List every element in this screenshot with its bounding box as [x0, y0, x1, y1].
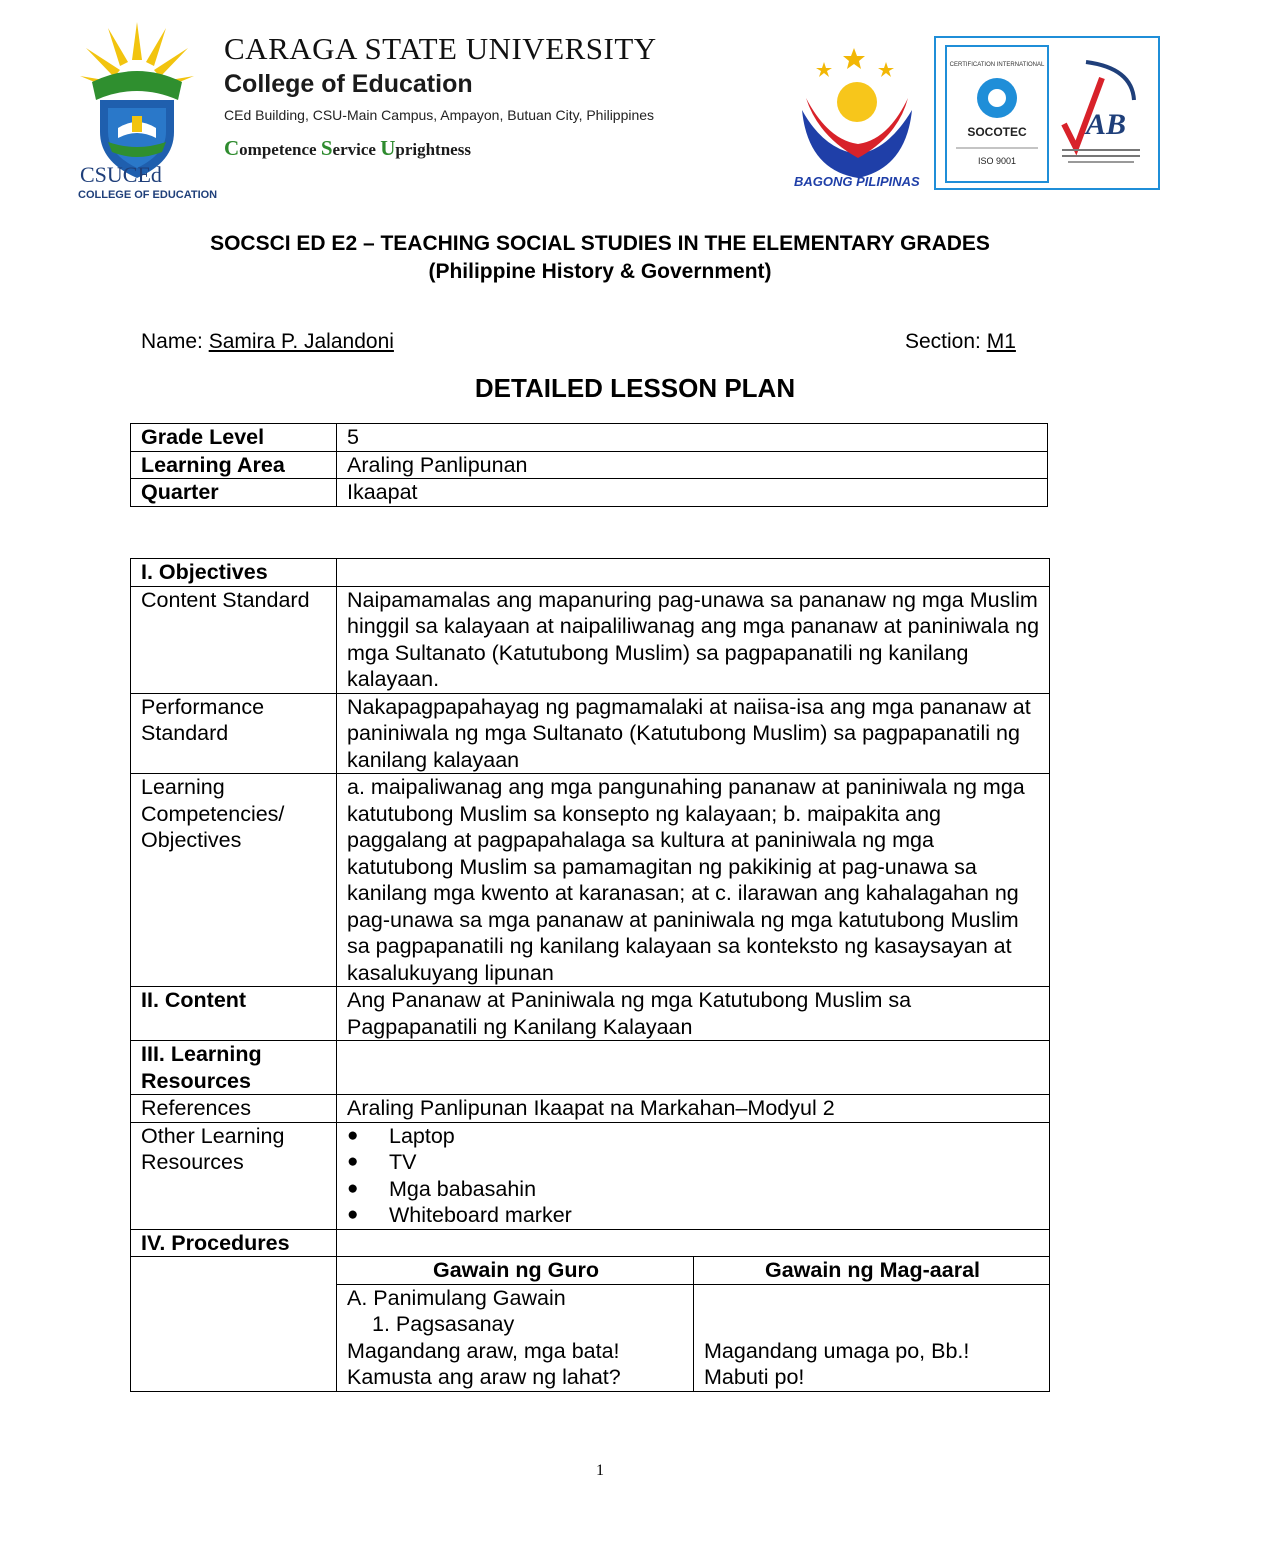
- motto-uprightness: prightness: [395, 140, 471, 159]
- table-row: [131, 559, 1050, 587]
- student-name-line: [141, 330, 394, 354]
- motto-competence: ompetence: [239, 140, 321, 159]
- motto-s: S: [320, 136, 333, 160]
- competencies-label: Learning Competencies/ Objectives: [131, 774, 337, 987]
- procedures-blank-cell: [131, 1257, 337, 1392]
- list-item: ● Laptop: [347, 1123, 1041, 1150]
- step-a-label: A. Panimulang Gawain: [347, 1285, 566, 1310]
- college-address: CEd Building, CSU-Main Campus, Ampayon, Butuan City, Philippines: [224, 107, 655, 123]
- table-row: [131, 1041, 1050, 1095]
- socotec-text: SOCOTEC: [967, 125, 1027, 139]
- table-row: [131, 1095, 1050, 1123]
- csu-ced-logo: [78, 20, 218, 202]
- motto-u: U: [380, 136, 396, 160]
- table-row: [131, 479, 1048, 507]
- course-title-line2: (Philippine History & Government): [428, 260, 772, 283]
- learning-area-value: Araling Panlipunan: [337, 451, 1048, 479]
- procedures-empty-cell: [337, 1229, 1050, 1257]
- references-text: Araling Panlipunan Ikaapat na Markahan–Modyul 2: [337, 1095, 1050, 1123]
- lesson-info-table: [130, 423, 1048, 507]
- content-standard-label: Content Standard: [131, 586, 337, 693]
- college-motto: [224, 136, 744, 161]
- list-item: ● TV: [347, 1149, 1041, 1176]
- college-name: College of Education: [224, 70, 473, 98]
- performance-standard-label: Performance Standard: [131, 693, 337, 774]
- student-name: Samira P. Jalandoni: [208, 330, 394, 353]
- table-row: [131, 1229, 1050, 1257]
- other-resources-cell: [337, 1122, 1050, 1229]
- teacher-column-header: Gawain ng Guro: [337, 1257, 694, 1285]
- learning-resources-heading: III. Learning Resources: [131, 1041, 337, 1095]
- other-resources-label: Other Learning Resources: [131, 1122, 337, 1229]
- section-line: [905, 330, 1016, 354]
- student-activity-cell: [694, 1284, 1050, 1391]
- table-row: [131, 451, 1048, 479]
- table-row: [131, 424, 1048, 452]
- objectives-heading: I. Objectives: [131, 559, 337, 587]
- csu-logo-text: CSUCEd: [80, 162, 162, 187]
- list-item: ● Whiteboard marker: [347, 1202, 1041, 1229]
- other-resources-list: [347, 1123, 1041, 1229]
- student-spacer: [704, 1285, 1041, 1338]
- performance-standard-text: Nakapagpapahayag ng pagmamalaki at naiisa-isa ang mga pananaw at paniniwala ng mga Sultanato (Katutubong Muslim) sa pagpapanatili ng kanilang kalayaan: [337, 693, 1050, 774]
- bagong-pilipinas-logo: [788, 40, 926, 190]
- teacher-question: Kamusta ang araw ng lahat?: [347, 1365, 621, 1389]
- table-row: [131, 774, 1050, 987]
- university-name: CARAGA STATE UNIVERSITY: [224, 31, 657, 66]
- iso-certification-logo: [934, 36, 1160, 190]
- bagong-pilipinas-text: BAGONG PILIPINAS: [794, 174, 920, 189]
- grade-level-value: 5: [337, 424, 1048, 452]
- section-label: Section:: [905, 330, 987, 353]
- quarter-label: Quarter: [131, 479, 337, 507]
- plan-title: DETAILED LESSON PLAN: [474, 373, 796, 403]
- motto-service: ervice: [332, 140, 381, 159]
- section-value: M1: [986, 330, 1016, 353]
- grade-level-label: Grade Level: [131, 424, 337, 452]
- teacher-greeting: Magandang araw, mga bata!: [347, 1338, 620, 1363]
- motto-c: C: [224, 136, 240, 160]
- learning-area-label: Learning Area: [131, 451, 337, 479]
- competencies-text: a. maipaliwanag ang mga pangunahing pananaw at paniniwala ng mga katutubong Muslim sa konsepto ng kalayaan; b. maipakita ang paggalang at pagpapahalaga sa kultura at paniniwala ng mga katutubong Muslim sa pamamagitan ng pakikinig at pag-unawa sa kanilang mga kwento at karanasan; at c. ilarawan ang kahalagahan ng pag-unawa sa mga pananaw at paniniwala ng mga katutubong Muslim sa pagpapanatili ng kanilang kalayaan sa konteksto ng kasaysayan at kasalukuyang lipunan: [337, 774, 1050, 987]
- procedures-heading: IV. Procedures: [131, 1229, 337, 1257]
- page-number: 1: [596, 1462, 604, 1479]
- university-header: [224, 30, 744, 161]
- student-greeting: Magandang umaga po, Bb.!: [704, 1338, 970, 1363]
- csu-logo-subtext: COLLEGE OF EDUCATION: [78, 189, 218, 201]
- table-row: [131, 1257, 1050, 1285]
- certification-ring-text: CERTIFICATION INTERNATIONAL: [949, 62, 1045, 68]
- step-1-label: 1. Pagsasanay: [372, 1312, 515, 1336]
- course-title-line1: SOCSCI ED E2 – TEACHING SOCIAL STUDIES IN THE ELEMENTARY GRADES: [210, 232, 990, 255]
- references-label: References: [131, 1095, 337, 1123]
- table-row: [131, 693, 1050, 774]
- table-row: [131, 586, 1050, 693]
- learning-resources-empty-cell: [337, 1041, 1050, 1095]
- content-heading: II. Content: [131, 987, 337, 1041]
- ab-accreditation-text: AB: [1086, 108, 1127, 141]
- course-title: [0, 230, 1200, 286]
- content-standard-text: Naipamamalas ang mapanuring pag-unawa sa pananaw ng mga Muslim hinggil sa kalayaan at naipaliliwanag ang mga pananaw at paniniwala ng mga Sultanato (Katutubong Muslim) sa pagpapanatili ng kanilang kalayaan.: [337, 586, 1050, 693]
- name-label: Name:: [141, 330, 209, 353]
- lesson-plan-table: [130, 558, 1050, 1392]
- quarter-value: Ikaapat: [337, 479, 1048, 507]
- student-column-header: Gawain ng Mag-aaral: [694, 1257, 1050, 1285]
- objectives-empty-cell: [337, 559, 1050, 587]
- table-row: [131, 987, 1050, 1041]
- student-answer: Mabuti po!: [704, 1365, 805, 1389]
- table-row: [131, 1122, 1050, 1229]
- content-text: Ang Pananaw at Paniniwala ng mga Katutubong Muslim sa Pagpapanatili ng Kanilang Kalayaan: [337, 987, 1050, 1041]
- teacher-activity-cell: [337, 1284, 694, 1391]
- list-item: ● Mga babasahin: [347, 1176, 1041, 1203]
- iso-9001-text: ISO 9001: [977, 156, 1017, 166]
